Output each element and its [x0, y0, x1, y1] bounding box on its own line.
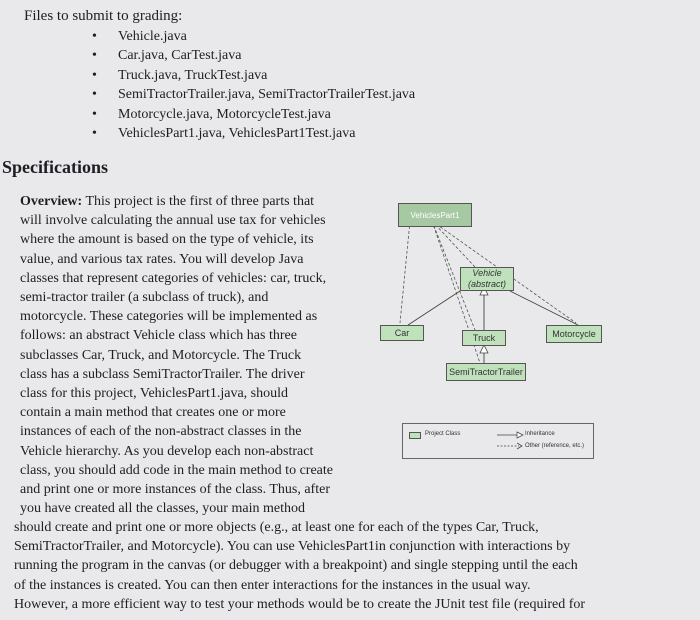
legend-project-class: Project Class	[425, 431, 461, 437]
legend-other: Other (reference, etc.)	[525, 443, 585, 449]
text-line: However, a more efficient way to test your methods would be to create the JUnit test file (required for	[14, 596, 586, 612]
list-item: • Vehicle.java	[92, 27, 415, 46]
bullet-icon: •	[92, 67, 97, 83]
list-item: • SemiTractorTrailer.java, SemiTractorTrailerTest.java	[92, 85, 415, 104]
overview-paragraph	[20, 192, 340, 518]
bullet-icon: •	[92, 106, 97, 122]
specifications-heading: Specifications	[2, 157, 108, 177]
diagram-legend	[402, 423, 594, 459]
text-line: you have created all the classes, your main method	[20, 501, 305, 517]
text-line: semi-tractor trailer (a subclass of truck), and	[20, 290, 269, 306]
text-line: should create and print one or more objects (e.g., at least one for each of the types Car, Truck,	[14, 520, 539, 535]
inheritance-line-car	[408, 291, 460, 325]
bullet-icon: •	[92, 29, 97, 44]
text-line: subclasses Car, Truck, and Motorcycle. The Truck	[20, 347, 302, 363]
text-line: value, and various tax rates. You will develop Java	[20, 251, 304, 267]
inheritance-line-motorcycle	[510, 291, 578, 325]
files-title: Files to submit to grading:	[24, 8, 183, 24]
text-line: classes that represent categories of vehicles: car, truck,	[20, 270, 327, 286]
text-line: of the instances is created. You can then enter interactions for the instances in the usual way.	[14, 577, 531, 593]
list-item: • Truck.java, TruckTest.java	[92, 66, 415, 85]
legend-arrows	[495, 430, 525, 452]
bullet-icon: •	[92, 126, 97, 142]
continued-paragraph	[14, 518, 694, 614]
text-line: where the amount is based on the type of vehicle, its	[20, 232, 314, 248]
bullet-icon: •	[92, 48, 97, 64]
class-box-motorcycle: Motorcycle	[546, 325, 602, 343]
bullet-icon: •	[92, 87, 97, 103]
text-line: motorcycle. These categories will be implemented as	[20, 309, 318, 325]
text-line: will involve calculating the annual use tax for vehicles	[20, 213, 326, 229]
class-box-car: Car	[380, 325, 424, 341]
vehicle-label: Vehicle	[472, 268, 502, 278]
text-line: Vehicle hierarchy. As you develop each non-abstract	[20, 443, 314, 459]
class-box-truck: Truck	[462, 330, 506, 346]
text-line: and print one or more instances of the class. Thus, after	[20, 482, 330, 498]
vehicle-abstract-label: (abstract)	[467, 279, 506, 289]
text-line: class for this project, VehiclesPart1.java, should	[20, 386, 289, 402]
class-box-vehiclespart1: VehiclesPart1	[398, 203, 472, 227]
overview-label: Overview:	[20, 194, 83, 209]
class-box-semitractortrailer: SemiTractorTrailer	[446, 363, 526, 381]
inheritance-arrow-truck	[480, 345, 488, 353]
file-list	[92, 27, 415, 143]
dependency-line-car	[400, 221, 410, 323]
uml-class-diagram	[380, 195, 700, 465]
text-line: running the program in the canvas (or debugger with a breakpoint) and single stepping until the each	[14, 558, 578, 574]
legend-inheritance: Inheritance	[525, 431, 555, 437]
list-item: • Motorcycle.java, MotorcycleTest.java	[92, 105, 415, 124]
text-line: contain a main method that creates one or more	[20, 405, 286, 421]
class-box-vehicle	[460, 267, 514, 291]
text-line: follows: an abstract Vehicle class which has three	[20, 328, 297, 344]
text-line: SemiTractorTrailer, and Motorcycle). You can use VehiclesPart1in conjunction with interactions by	[14, 539, 571, 555]
text-line: class has a subclass SemiTractorTrailer. The driver	[20, 366, 305, 382]
text-line: instances of each of the non-abstract classes in the	[20, 424, 302, 440]
list-item: • Car.java, CarTest.java	[92, 46, 415, 65]
dependency-line-vehicle	[432, 221, 475, 267]
text-line: class, you should add code in the main method to create	[20, 462, 333, 478]
list-item: • VehiclesPart1.java, VehiclesPart1Test.java	[92, 124, 415, 143]
text-line: Overview: This project is the first of three parts that	[20, 194, 315, 209]
legend-class-swatch	[409, 432, 421, 439]
